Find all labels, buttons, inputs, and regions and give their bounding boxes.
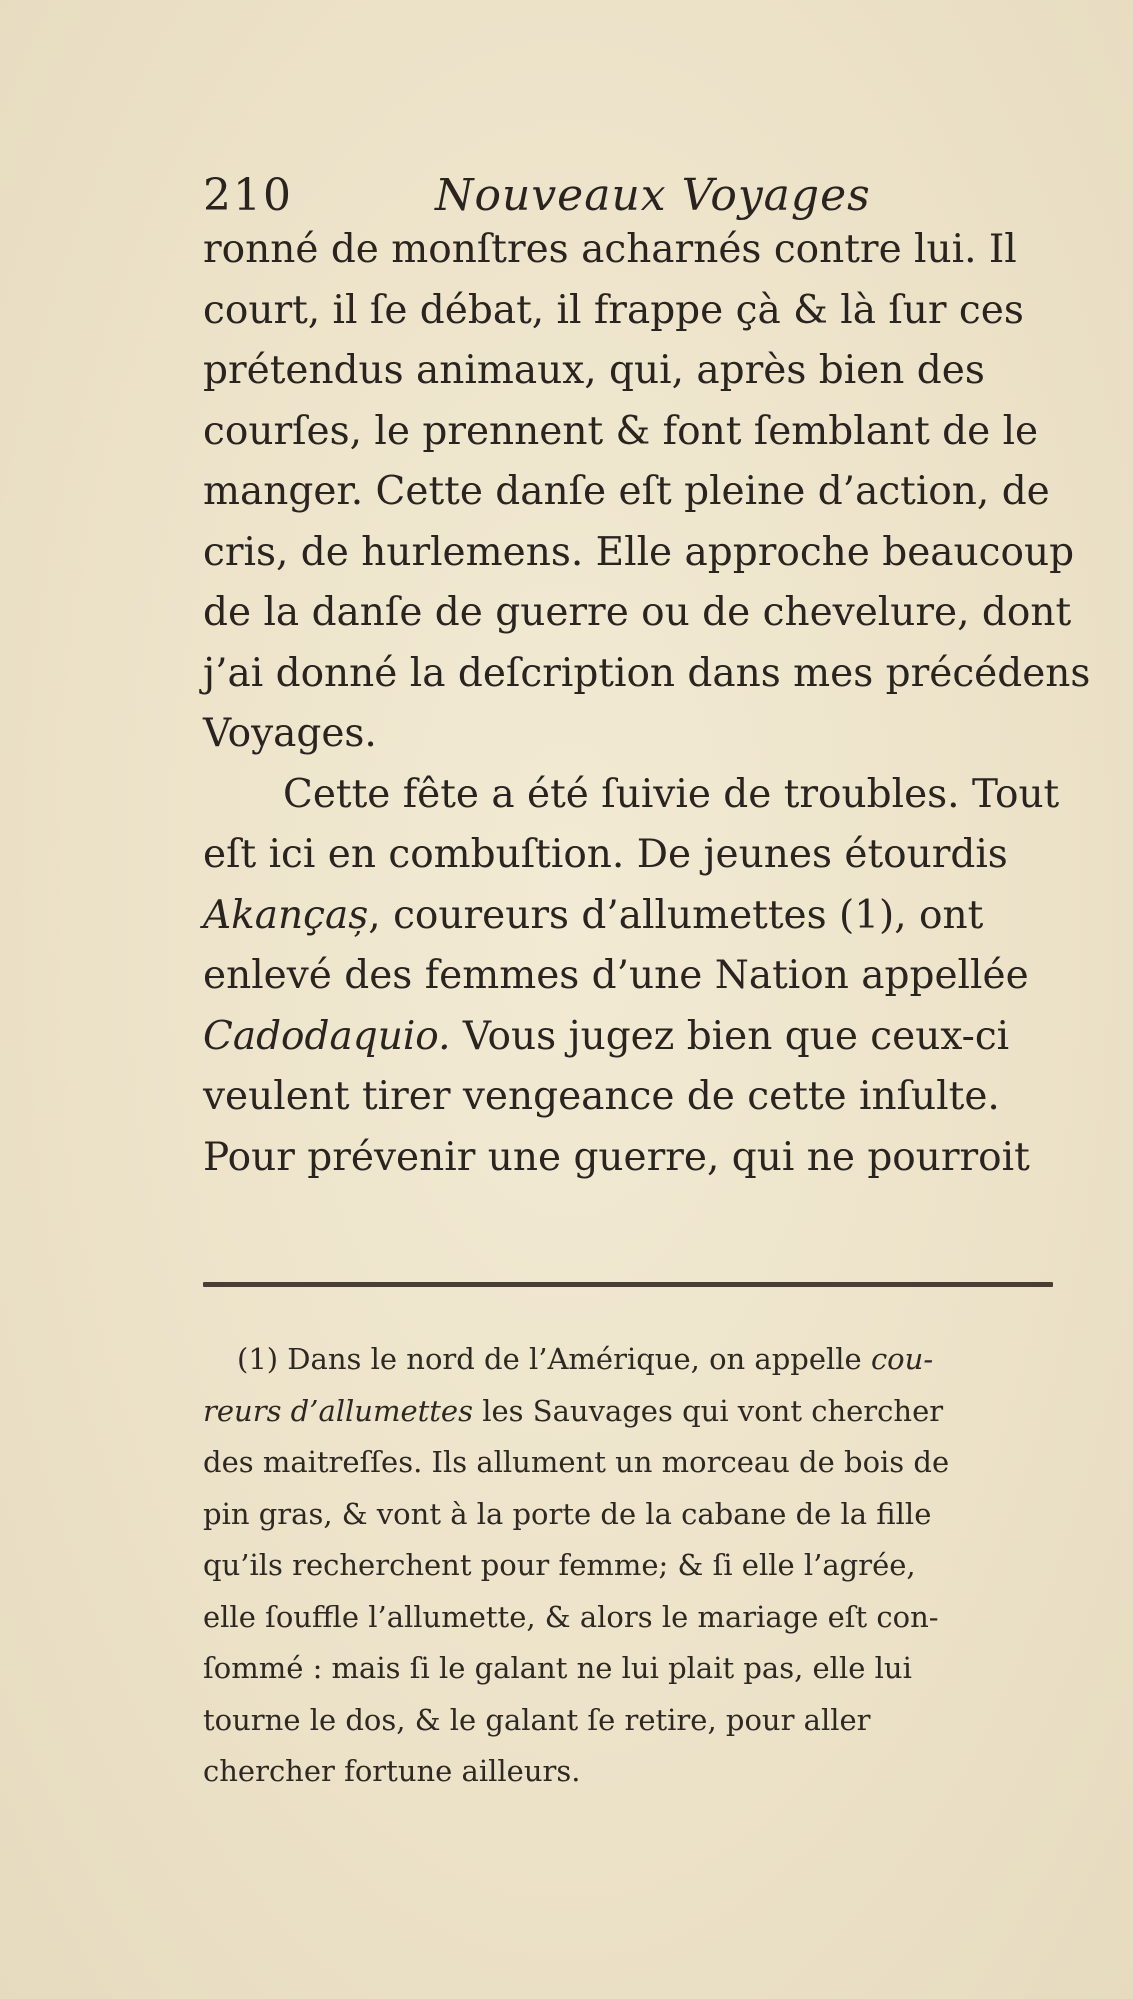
body-line-mixed [203, 1007, 1090, 1068]
page-number: 210 [203, 170, 293, 221]
body-line-paragraph-start: Cette fête a été ſuivie de troubles. Tout [283, 771, 1060, 817]
running-head [203, 168, 871, 224]
body-text [203, 220, 1090, 1188]
footnote-line: chercher fortune ailleurs. [203, 1754, 581, 1788]
footnote-text: les Sauvages qui vont chercher [472, 1393, 944, 1428]
body-line: j’ai donné la deſcription dans mes précédens [203, 650, 1091, 696]
body-line: enlevé des femmes d’une Nation appellée [203, 953, 1029, 998]
footnote-italic-term: reurs d’allumettes [203, 1393, 473, 1428]
body-line-mixed [203, 886, 1090, 947]
body-line-rest: , coureurs d’allumettes (1), ont [368, 892, 984, 938]
italic-term-cadodaquio: Cadodaquio. [203, 1013, 451, 1059]
body-line: de la danſe de guerre ou de chevelure, dont [203, 590, 1072, 635]
footnote [203, 1334, 949, 1798]
footnote-italic-term: cou- [870, 1342, 934, 1376]
footnote-line: ſommé : mais ſi le galant ne lui plait pas, elle lui [203, 1651, 912, 1685]
body-line: eſt ici en combuſtion. De jeunes étourdis [203, 832, 1008, 877]
footnote-text: (1) Dans le nord de l’Amérique, on appelle [237, 1342, 871, 1376]
body-line: courſes, le prennent & font ſemblant de le [203, 408, 1039, 454]
footnote-line: qu’ils recherchent pour femme; & ſi elle l’agrée, [203, 1548, 916, 1582]
footnote-line: des maitreſſes. Ils allument un morceau de bois de [203, 1445, 950, 1479]
body-line: manger. Cette danſe eſt pleine d’action, de [203, 469, 1050, 514]
body-line: cris, de hurlemens. Elle approche beaucoup [203, 529, 1075, 575]
body-line: ronné de monſtres acharnés contre lui. Il [203, 227, 1017, 272]
running-title: Nouveaux Voyages [435, 170, 871, 221]
italic-term-akancas: Akançaș [203, 892, 369, 938]
footnote-divider-rule [203, 1282, 1053, 1287]
footnote-line-mixed [203, 1334, 949, 1386]
footnote-line: elle ſouffle l’allumette, & alors le mariage eſt con- [203, 1599, 939, 1634]
footnote-line-mixed [203, 1386, 949, 1438]
body-line: Pour prévenir une guerre, qui ne pourroit [203, 1134, 1030, 1180]
footnote-line: pin gras, & vont à la porte de la cabane de la fille [203, 1496, 932, 1531]
footnote-line: tourne le dos, & le galant ſe retire, pour aller [203, 1702, 871, 1737]
body-line: veulent tirer vengeance de cette inſulte. [203, 1074, 1000, 1119]
body-line: court, il ſe débat, il frappe çà & là ſur ces [203, 287, 1024, 333]
body-line-rest: Vous jugez bien que ceux-ci [450, 1013, 1010, 1059]
body-line: prétendus animaux, qui, après bien des [203, 348, 985, 393]
body-line: Voyages. [203, 711, 377, 756]
